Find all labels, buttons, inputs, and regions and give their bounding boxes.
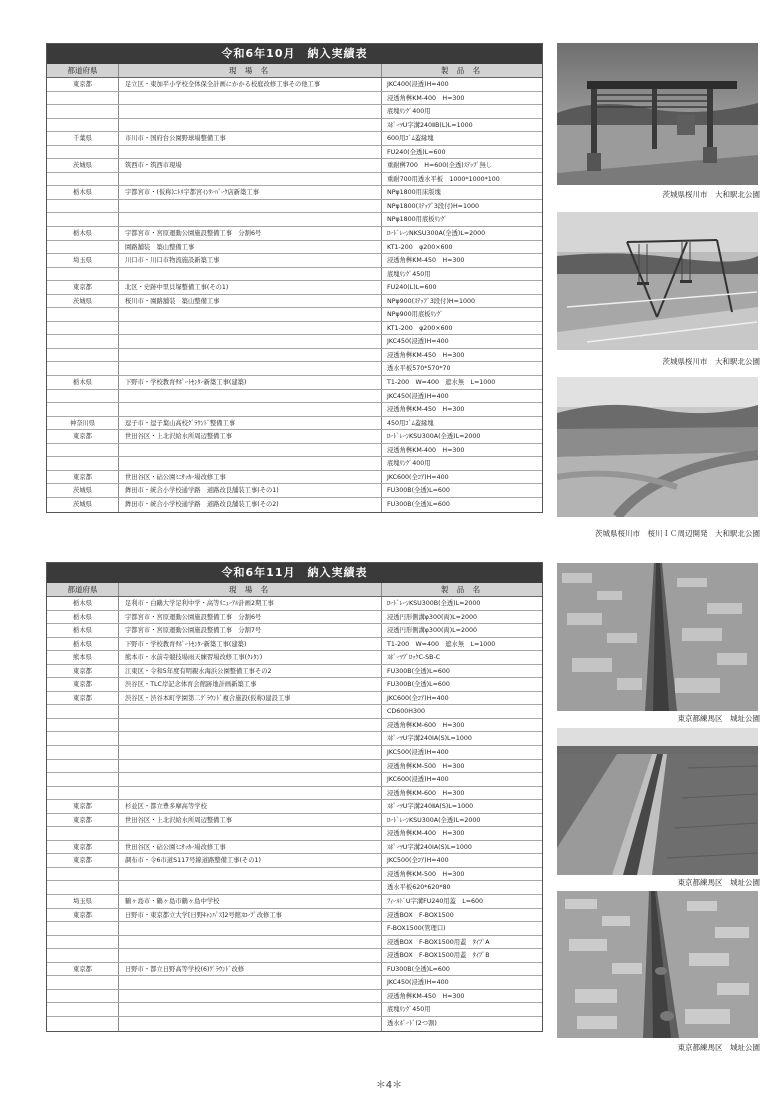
site-name-cell bbox=[119, 268, 382, 281]
table-row bbox=[47, 105, 542, 119]
table-row bbox=[47, 498, 542, 512]
prefecture-cell bbox=[47, 705, 119, 718]
table-row bbox=[47, 295, 542, 309]
table-row bbox=[47, 922, 542, 936]
product-name-cell: 浸透円形側溝φ300(両)L=2000 bbox=[387, 627, 477, 635]
table-row bbox=[47, 159, 542, 173]
site-name-cell: 筑西市・筑西市現場 bbox=[119, 159, 382, 172]
table-row bbox=[47, 963, 542, 977]
prefecture-cell: 東京都 bbox=[47, 281, 119, 294]
prefecture-cell bbox=[47, 119, 119, 132]
site-name-cell bbox=[119, 335, 382, 348]
prefecture-cell bbox=[47, 732, 119, 745]
photo-swing-park bbox=[557, 212, 758, 350]
prefecture-cell: 東京都 bbox=[47, 854, 119, 867]
november-table-title: 令和6年11月 納入実績表 bbox=[47, 563, 542, 583]
october-table-header bbox=[47, 64, 542, 78]
site-name-cell: 日野市・都立日野高等学校(6)ｸﾞﾗｳﾝﾄﾞ改修 bbox=[119, 963, 382, 976]
table-row bbox=[47, 732, 542, 746]
table-row bbox=[47, 484, 542, 498]
prefecture-cell bbox=[47, 881, 119, 894]
prefecture-cell bbox=[47, 335, 119, 348]
table-row bbox=[47, 638, 542, 652]
product-name-cell: 重耐桝700 H=600(全透)ｽﾃｯﾌﾟ無し bbox=[387, 162, 493, 170]
product-name-cell: NPφ1800用床版塊 bbox=[387, 189, 441, 197]
prefecture-cell: 栃木県 bbox=[47, 624, 119, 637]
prefecture-cell: 東京都 bbox=[47, 963, 119, 976]
prefecture-cell: 東京都 bbox=[47, 800, 119, 813]
prefecture-cell bbox=[47, 949, 119, 962]
table-row bbox=[47, 132, 542, 146]
november-delivery-table bbox=[46, 562, 543, 1032]
prefecture-cell bbox=[47, 200, 119, 213]
table-row bbox=[47, 895, 542, 909]
site-name-cell bbox=[119, 308, 382, 321]
prefecture-cell bbox=[47, 746, 119, 759]
product-name-cell: JKC500(浸透)H=400 bbox=[387, 749, 449, 757]
page-number: ＊4＊ bbox=[375, 1080, 403, 1091]
product-name-cell: T1-200 W=400 遮水無 L=1000 bbox=[387, 640, 496, 648]
prefecture-cell bbox=[47, 362, 119, 375]
table-row bbox=[47, 417, 542, 431]
product-name-cell: FU240(全透)L=600 bbox=[387, 148, 446, 156]
table-row bbox=[47, 268, 542, 282]
prefecture-cell bbox=[47, 1017, 119, 1031]
table-row bbox=[47, 976, 542, 990]
table-row bbox=[47, 281, 542, 295]
site-name-cell bbox=[119, 936, 382, 949]
product-name-cell: JKC450(浸透)H=400 bbox=[387, 338, 449, 346]
site-name-cell bbox=[119, 705, 382, 718]
prefecture-cell: 埼玉県 bbox=[47, 895, 119, 908]
site-name-cell: 世田谷区・砧公園ﾐﾆｻｯｶｰ場改修工事 bbox=[119, 841, 382, 854]
prefecture-cell bbox=[47, 868, 119, 881]
table-row bbox=[47, 186, 542, 200]
header-product-name: 製 品 名 bbox=[440, 585, 484, 594]
prefecture-cell: 東京都 bbox=[47, 665, 119, 678]
site-name-cell bbox=[119, 390, 382, 403]
table-row bbox=[47, 611, 542, 625]
site-name-cell bbox=[119, 719, 382, 732]
product-name-cell: NPφ1800用底板ﾘﾝｸﾞ bbox=[387, 216, 448, 224]
product-name-cell: 底塊ﾘﾝｸﾞ450用 bbox=[387, 1006, 431, 1014]
photo-paving-drain-1 bbox=[557, 563, 758, 711]
product-name-cell: 浸透角桝KM-600 H=300 bbox=[387, 789, 465, 797]
table-row bbox=[47, 362, 542, 376]
product-name-cell: NPφ900用底板ﾘﾝｸﾞ bbox=[387, 311, 444, 319]
table-row bbox=[47, 390, 542, 404]
site-name-cell bbox=[119, 760, 382, 773]
table-row bbox=[47, 827, 542, 841]
product-name-cell: 浸透角桝KM-450 H=300 bbox=[387, 992, 465, 1000]
table-row bbox=[47, 936, 542, 950]
prefecture-cell bbox=[47, 349, 119, 362]
site-name-cell bbox=[119, 746, 382, 759]
product-name-cell: 浸透角桝KM-450 H=300 bbox=[387, 351, 465, 359]
product-name-cell: 浸透角桝KM-400 H=300 bbox=[387, 446, 465, 454]
site-name-cell: 宇都宮市・宮原運動公園施設整備工事 分割6号 bbox=[119, 611, 382, 624]
prefecture-cell bbox=[47, 92, 119, 105]
prefecture-cell: 栃木県 bbox=[47, 597, 119, 610]
site-name-cell bbox=[119, 362, 382, 375]
table-row bbox=[47, 227, 542, 241]
table-row bbox=[47, 692, 542, 706]
site-name-cell bbox=[119, 976, 382, 989]
prefecture-cell bbox=[47, 308, 119, 321]
product-name-cell: 底塊ﾘﾝｸﾞ450用 bbox=[387, 270, 431, 278]
october-table-body bbox=[47, 78, 542, 512]
photo-caption: 茨城県桜川市 桜川ＩＣ周辺開発 大和駅北公園 bbox=[595, 529, 760, 538]
table-row bbox=[47, 322, 542, 336]
product-name-cell: KT1-200 φ200×600 bbox=[387, 243, 453, 251]
prefecture-cell bbox=[47, 1003, 119, 1016]
header-product-name: 製 品 名 bbox=[440, 66, 484, 75]
site-name-cell: 鉾田市・統合小学校通学路 道路改良舗装工事(その2) bbox=[119, 498, 382, 512]
prefecture-cell: 茨城県 bbox=[47, 484, 119, 497]
prefecture-cell bbox=[47, 976, 119, 989]
site-name-cell bbox=[119, 92, 382, 105]
table-row bbox=[47, 665, 542, 679]
photo-caption: 東京都練馬区 城址公園 bbox=[677, 714, 760, 723]
site-name-cell: 市川市・国府台公園野球場整備工事 bbox=[119, 132, 382, 145]
photo-caption: 東京都練馬区 城址公園 bbox=[677, 1043, 760, 1052]
site-name-cell bbox=[119, 732, 382, 745]
product-name-cell: ﾌｨｰﾙﾄﾞU字溝FU240用蓋 L=600 bbox=[387, 898, 484, 906]
table-row bbox=[47, 909, 542, 923]
product-name-cell: JKC400(浸透)H=400 bbox=[387, 81, 449, 88]
site-name-cell: 川口市・川口市物流施設新築工事 bbox=[119, 254, 382, 267]
product-name-cell: JKC450(浸透)H=400 bbox=[387, 392, 449, 400]
table-row bbox=[47, 403, 542, 417]
product-name-cell: 浸透角桝KM-500 H=300 bbox=[387, 762, 465, 770]
table-row bbox=[47, 1017, 542, 1031]
table-row bbox=[47, 430, 542, 444]
site-name-cell bbox=[119, 922, 382, 935]
prefecture-cell: 熊本県 bbox=[47, 651, 119, 664]
table-row bbox=[47, 213, 542, 227]
table-row bbox=[47, 990, 542, 1004]
table-row bbox=[47, 1003, 542, 1017]
site-name-cell: 調布市・令6市道S117号線道路整備工事(その1) bbox=[119, 854, 382, 867]
table-row bbox=[47, 854, 542, 868]
product-name-cell: NPφ1800(ｽﾃｯﾌﾟ3段付)H=1000 bbox=[387, 202, 479, 210]
table-row bbox=[47, 597, 542, 611]
site-name-cell bbox=[119, 146, 382, 159]
table-row bbox=[47, 254, 542, 268]
site-name-cell: 宇都宮市・(仮称)ﾆﾄﾘ宇都宮ｲﾝﾀｰﾊﾟｰｸ店新築工事 bbox=[119, 186, 382, 199]
product-name-cell: 重耐700用透水平板 1000*1000*100 bbox=[387, 175, 500, 183]
table-row bbox=[47, 678, 542, 692]
table-row bbox=[47, 92, 542, 106]
site-name-cell bbox=[119, 173, 382, 186]
table-row bbox=[47, 444, 542, 458]
site-name-cell bbox=[119, 213, 382, 226]
prefecture-cell: 東京都 bbox=[47, 692, 119, 705]
table-row bbox=[47, 868, 542, 882]
photo-caption: 茨城県桜川市 大和駅北公園 bbox=[662, 190, 760, 199]
november-table-body bbox=[47, 597, 542, 1031]
site-name-cell bbox=[119, 119, 382, 132]
site-name-cell: 渋谷区・TLC岸記念体育会館跡地計画新築工事 bbox=[119, 678, 382, 691]
site-name-cell: 世田谷区・上北沢給水所周辺整備工事 bbox=[119, 814, 382, 827]
photo-caption: 東京都練馬区 城址公園 bbox=[677, 878, 760, 887]
product-name-cell: CD600H300 bbox=[387, 708, 426, 716]
prefecture-cell bbox=[47, 105, 119, 118]
product-name-cell: ｽﾎﾟｰﾂU字溝240ⅠA(S)L=1000 bbox=[387, 735, 472, 743]
prefecture-cell bbox=[47, 936, 119, 949]
prefecture-cell bbox=[47, 213, 119, 226]
site-name-cell: 下野市・学校教育ｻﾎﾟｰﾄｾﾝﾀｰ新築工事(建築) bbox=[119, 376, 382, 389]
site-name-cell: 足立区・東加平小学校全体保全計画にかかる校庭改修工事その他工事 bbox=[119, 78, 382, 91]
table-row bbox=[47, 457, 542, 471]
site-name-cell: 世田谷区・砧公園ﾐﾆｻｯｶｰ場改修工事 bbox=[119, 471, 382, 484]
table-row bbox=[47, 119, 542, 133]
product-name-cell: 浸透角桝KM-450 H=300 bbox=[387, 257, 465, 265]
prefecture-cell bbox=[47, 719, 119, 732]
product-name-cell: 浸透円形側溝φ300(両)L=2000 bbox=[387, 613, 477, 621]
prefecture-cell bbox=[47, 322, 119, 335]
table-row bbox=[47, 814, 542, 828]
product-name-cell: ｽﾎﾟｰﾂU字溝240ⅡA(S)L=1000 bbox=[387, 803, 474, 811]
site-name-cell bbox=[119, 457, 382, 470]
site-name-cell bbox=[119, 881, 382, 894]
product-name-cell: 浸透BOX F-BOX1500用蓋 ﾀｲﾌﾟA bbox=[387, 938, 490, 946]
prefecture-cell bbox=[47, 390, 119, 403]
product-name-cell: JKC600(全ｺｱ)H=400 bbox=[387, 473, 449, 481]
table-row bbox=[47, 308, 542, 322]
photo-caption: 茨城県桜川市 大和駅北公園 bbox=[662, 357, 760, 366]
product-name-cell: T1-200 W=400 遮水無 L=1000 bbox=[387, 379, 496, 387]
site-name-cell: 杉並区・都立豊多摩高等学校 bbox=[119, 800, 382, 813]
product-name-cell: 浸透角桝KM-500 H=300 bbox=[387, 870, 465, 878]
prefecture-cell bbox=[47, 760, 119, 773]
prefecture-cell: 東京都 bbox=[47, 678, 119, 691]
site-name-cell bbox=[119, 105, 382, 118]
table-row bbox=[47, 349, 542, 363]
site-name-cell bbox=[119, 200, 382, 213]
product-name-cell: JKC600(全ｺｱ)H=400 bbox=[387, 694, 449, 702]
prefecture-cell bbox=[47, 827, 119, 840]
table-row bbox=[47, 78, 542, 92]
product-name-cell: FU300B(全透)L=600 bbox=[387, 487, 450, 495]
prefecture-cell: 東京都 bbox=[47, 814, 119, 827]
prefecture-cell: 栃木県 bbox=[47, 611, 119, 624]
product-name-cell: 透水平板620*620*80 bbox=[387, 884, 451, 892]
product-name-cell: ﾛｰﾄﾞﾚｰﾝKSU300B(全透)L=2000 bbox=[387, 600, 481, 607]
prefecture-cell: 茨城県 bbox=[47, 295, 119, 308]
prefecture-cell: 栃木県 bbox=[47, 227, 119, 240]
prefecture-cell: 栃木県 bbox=[47, 186, 119, 199]
site-name-cell: 足利市・白鷗大学足利中学・高等ﾘﾆｭｰｱﾙ計画2期工事 bbox=[119, 597, 382, 610]
table-row bbox=[47, 651, 542, 665]
product-name-cell: 浸透角桝KM-400 H=300 bbox=[387, 830, 465, 838]
table-row bbox=[47, 787, 542, 801]
site-name-cell: 世田谷区・上北沢給水所周辺整備工事 bbox=[119, 430, 382, 443]
product-name-cell: 浸透角桝KM-450 H=300 bbox=[387, 406, 465, 414]
prefecture-cell: 千葉県 bbox=[47, 132, 119, 145]
prefecture-cell: 東京都 bbox=[47, 841, 119, 854]
prefecture-cell bbox=[47, 922, 119, 935]
table-row bbox=[47, 335, 542, 349]
product-name-cell: 600用ｺﾞﾑ蓋縁塊 bbox=[387, 135, 434, 143]
table-row bbox=[47, 881, 542, 895]
prefecture-cell: 東京都 bbox=[47, 430, 119, 443]
prefecture-cell: 東京都 bbox=[47, 471, 119, 484]
product-name-cell: FU300B(全透)L=600 bbox=[387, 681, 450, 689]
product-name-cell: 450用ｺﾞﾑ蓋縁塊 bbox=[387, 419, 434, 427]
table-row bbox=[47, 719, 542, 733]
prefecture-cell: 栃木県 bbox=[47, 376, 119, 389]
product-name-cell: 浸透BOX F-BOX1500用蓋 ﾀｲﾌﾟB bbox=[387, 952, 490, 960]
header-prefecture: 都道府県 bbox=[47, 583, 119, 596]
site-name-cell bbox=[119, 444, 382, 457]
prefecture-cell: 茨城県 bbox=[47, 159, 119, 172]
photo-pergola-park bbox=[557, 43, 758, 185]
prefecture-cell bbox=[47, 146, 119, 159]
product-name-cell: 浸透角桝KM-600 H=300 bbox=[387, 721, 465, 729]
site-name-cell: 鶴ヶ島市・鶴ヶ島市鶴ヶ島中学校 bbox=[119, 895, 382, 908]
photo-development-site bbox=[557, 377, 758, 517]
product-name-cell: FU300B(全透)L=600 bbox=[387, 500, 450, 508]
product-name-cell: 透水ﾎﾞｰﾄﾞ(2つ割) bbox=[387, 1019, 437, 1027]
prefecture-cell bbox=[47, 457, 119, 470]
site-name-cell bbox=[119, 349, 382, 362]
product-name-cell: ﾛｰﾄﾞﾚｰﾝNKSU300A(全透)L=2000 bbox=[387, 230, 486, 238]
product-name-cell: FU300B(全透)L=600 bbox=[387, 965, 450, 973]
product-name-cell: ﾛｰﾄﾞﾚｰﾝKSU300A(全透)L=2000 bbox=[387, 433, 481, 441]
site-name-cell: 日野市・東京都立大学[日野ｷｬﾝﾊﾟｽ]2号館ｽﾛｰﾌﾟ改修工事 bbox=[119, 909, 382, 922]
prefecture-cell bbox=[47, 173, 119, 186]
table-row bbox=[47, 841, 542, 855]
header-prefecture: 都道府県 bbox=[47, 64, 119, 77]
site-name-cell: 江東区・令和5年度有明親水海浜公園整備工事その2 bbox=[119, 665, 382, 678]
site-name-cell bbox=[119, 773, 382, 786]
product-name-cell: ｽﾎﾟｰﾂU字溝240ⅡB(L)L=1000 bbox=[387, 121, 473, 129]
site-name-cell: 宇都宮市・宮原運動公園施設整備工事 分割7号 bbox=[119, 624, 382, 637]
table-row bbox=[47, 705, 542, 719]
site-name-cell bbox=[119, 322, 382, 335]
site-name-cell bbox=[119, 1003, 382, 1016]
product-name-cell: ﾛｰﾄﾞﾚｰﾝKSU300A(全透)L=2000 bbox=[387, 816, 481, 824]
october-table-title: 令和6年10月 納入実績表 bbox=[47, 44, 542, 64]
product-name-cell: JKC500(全ｺｱ)H=400 bbox=[387, 857, 449, 865]
prefecture-cell: 栃木県 bbox=[47, 638, 119, 651]
photo-paving-drain-2 bbox=[557, 728, 758, 875]
product-name-cell: F-BOX1500(管理口) bbox=[387, 925, 446, 933]
site-name-cell: 逗子市・逗子葉山高校ｸﾞﾗｳﾝﾄﾞ整備工事 bbox=[119, 417, 382, 430]
site-name-cell: 北区・史跡中里貝塚整備工事(その1) bbox=[119, 281, 382, 294]
product-name-cell: 浸透BOX F-BOX1500 bbox=[387, 911, 454, 919]
prefecture-cell bbox=[47, 787, 119, 800]
site-name-cell bbox=[119, 990, 382, 1003]
product-name-cell: JKC600(浸透)H=400 bbox=[387, 776, 449, 784]
product-name-cell: 透水平板570*570*70 bbox=[387, 365, 451, 373]
site-name-cell: 渋谷区・渋谷本町学園第二ｸﾞﾗｳﾝﾄﾞ複合施設(仮称)建設工事 bbox=[119, 692, 382, 705]
site-name-cell: 園路舗装 築山整備工事 bbox=[119, 241, 382, 254]
table-row bbox=[47, 624, 542, 638]
table-row bbox=[47, 241, 542, 255]
table-row bbox=[47, 949, 542, 963]
photo-paving-drain-3 bbox=[557, 891, 758, 1038]
site-name-cell: 鉾田市・統合小学校通学路 道路改良舗装工事(その1) bbox=[119, 484, 382, 497]
site-name-cell bbox=[119, 868, 382, 881]
prefecture-cell bbox=[47, 403, 119, 416]
site-name-cell bbox=[119, 949, 382, 962]
site-name-cell bbox=[119, 403, 382, 416]
prefecture-cell: 東京都 bbox=[47, 78, 119, 91]
product-name-cell: KT1-200 φ200×600 bbox=[387, 324, 453, 332]
site-name-cell bbox=[119, 1017, 382, 1031]
table-row bbox=[47, 471, 542, 485]
prefecture-cell bbox=[47, 444, 119, 457]
prefecture-cell: 東京都 bbox=[47, 909, 119, 922]
prefecture-cell: 埼玉県 bbox=[47, 254, 119, 267]
prefecture-cell bbox=[47, 773, 119, 786]
site-name-cell: 桜川市・園路舗装 築山整備工事 bbox=[119, 295, 382, 308]
site-name-cell: 下野市・学校教育ｻﾎﾟｰﾄｾﾝﾀｰ新築工事(建築) bbox=[119, 638, 382, 651]
product-name-cell: 底塊ﾘﾝｸﾞ400用 bbox=[387, 108, 431, 116]
october-delivery-table bbox=[46, 43, 543, 513]
table-row bbox=[47, 760, 542, 774]
site-name-cell: 熊本市・水前寺競技場雨天練習場改修工事(ｸﾚﾀﾝ) bbox=[119, 651, 382, 664]
product-name-cell: FU240(L)L=600 bbox=[387, 284, 437, 292]
prefecture-cell bbox=[47, 241, 119, 254]
product-name-cell: FU300B(全透)L=600 bbox=[387, 667, 450, 675]
header-site-name: 現 場 名 bbox=[119, 64, 382, 77]
prefecture-cell bbox=[47, 268, 119, 281]
product-name-cell: JKC450(浸透)H=400 bbox=[387, 979, 449, 987]
table-row bbox=[47, 746, 542, 760]
header-site-name: 現 場 名 bbox=[119, 583, 382, 596]
table-row bbox=[47, 146, 542, 160]
product-name-cell: NPφ900(ｽﾃｯﾌﾟ3段付)H=1000 bbox=[387, 297, 475, 305]
table-row bbox=[47, 773, 542, 787]
product-name-cell: 浸透角桝KM-400 H=300 bbox=[387, 94, 465, 102]
november-table-header bbox=[47, 583, 542, 597]
product-name-cell: ｽﾎﾟｰﾂﾌﾞﾛｯｸC-SB-C bbox=[387, 654, 441, 662]
table-row bbox=[47, 376, 542, 390]
product-name-cell: ｽﾎﾟｰﾂU字溝240ⅠA(S)L=1000 bbox=[387, 843, 472, 851]
prefecture-cell: 茨城県 bbox=[47, 498, 119, 512]
product-name-cell: 底塊ﾘﾝｸﾞ400用 bbox=[387, 460, 431, 468]
table-row bbox=[47, 173, 542, 187]
prefecture-cell: 神奈川県 bbox=[47, 417, 119, 430]
table-row bbox=[47, 200, 542, 214]
table-row bbox=[47, 800, 542, 814]
prefecture-cell bbox=[47, 990, 119, 1003]
site-name-cell bbox=[119, 827, 382, 840]
site-name-cell: 宇都宮市・宮原運動公園施設整備工事 分割6号 bbox=[119, 227, 382, 240]
site-name-cell bbox=[119, 787, 382, 800]
